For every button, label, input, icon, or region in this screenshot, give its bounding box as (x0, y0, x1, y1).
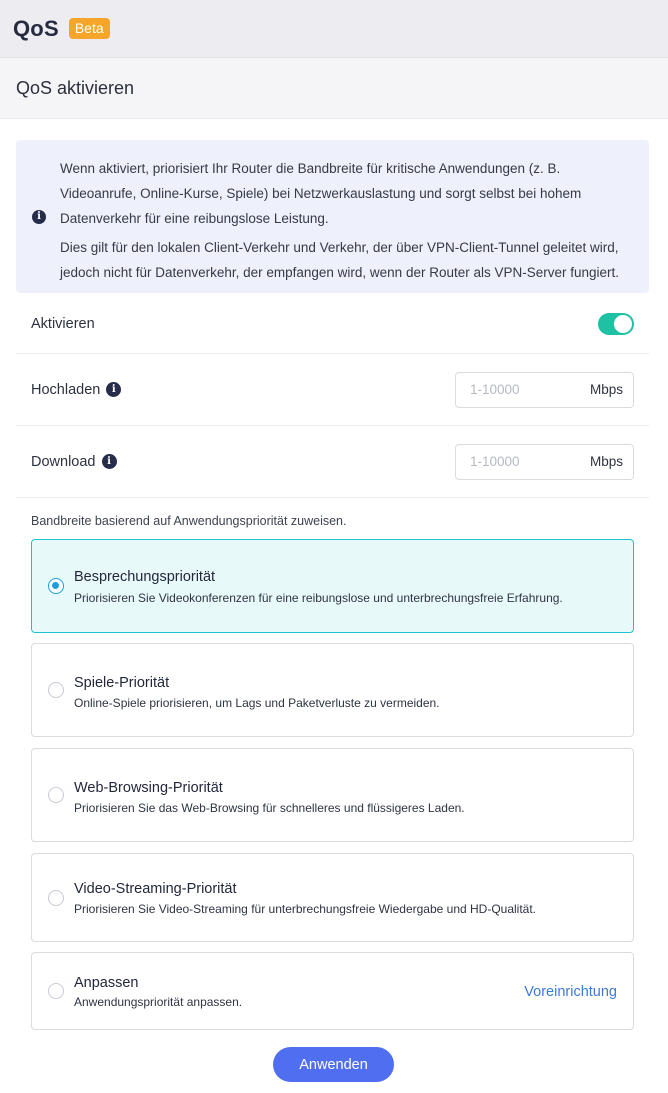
radio-meeting[interactable] (48, 578, 64, 594)
enable-toggle[interactable] (598, 313, 634, 335)
radio-web-browsing[interactable] (48, 787, 64, 803)
section-header (0, 58, 668, 119)
enable-label: Aktivieren (31, 315, 95, 332)
option-desc: Priorisieren Sie Video-Streaming für unterbrechungsfreie Wiedergabe und HD-Qualität. (74, 902, 537, 916)
app-header (0, 0, 668, 58)
upload-unit: Mbps (589, 382, 623, 397)
upload-input-box[interactable] (455, 372, 634, 408)
upload-label-group (31, 382, 121, 398)
option-video-streaming[interactable] (31, 853, 634, 942)
option-desc: Priorisieren Sie das Web-Browsing für schnelleres und flüssigeres Laden. (74, 801, 465, 815)
app-title: QoS (13, 15, 59, 41)
download-input[interactable] (470, 454, 580, 469)
option-title: Video-Streaming-Priorität (74, 881, 237, 897)
download-unit: Mbps (589, 454, 623, 469)
upload-info-icon[interactable]: i (106, 382, 121, 397)
preset-link[interactable]: Voreinrichtung (524, 984, 617, 1000)
option-gaming[interactable] (31, 643, 634, 737)
info-text (60, 156, 640, 285)
apply-button[interactable]: Anwenden (273, 1047, 394, 1082)
info-icon: i (32, 210, 46, 224)
radio-gaming[interactable] (48, 682, 64, 698)
upload-input[interactable] (470, 382, 580, 397)
radio-video-streaming[interactable] (48, 890, 64, 906)
option-desc: Online-Spiele priorisieren, um Lags und Paketverluste zu vermeiden. (74, 696, 440, 710)
enable-row (16, 294, 649, 354)
info-paragraph-2: Dies gilt für den lokalen Client-Verkehr und Verkehr, der über VPN-Client-Tunnel geleitet wird, jedoch nicht für Datenverkehr, der empfangen wird, wenn der Router als VPN-Server fungiert. (60, 240, 620, 280)
option-title: Besprechungspriorität (74, 569, 216, 585)
option-title: Web-Browsing-Priorität (74, 780, 223, 796)
download-info-icon[interactable]: i (102, 454, 117, 469)
option-title: Spiele-Priorität (74, 675, 170, 691)
upload-label: Hochladen (31, 381, 101, 398)
download-row (16, 426, 649, 498)
beta-badge: Beta (69, 18, 110, 39)
section-title: QoS aktivieren (16, 77, 135, 98)
option-custom[interactable] (31, 952, 634, 1030)
option-web-browsing[interactable] (31, 748, 634, 842)
toggle-knob (614, 315, 632, 333)
assign-label: Bandbreite basierend auf Anwendungspriorität zuweisen. (31, 514, 347, 528)
info-box (16, 140, 649, 293)
download-input-box[interactable] (455, 444, 634, 480)
info-paragraph-1: Wenn aktiviert, priorisiert Ihr Router die Bandbreite für kritische Anwendungen (z. B. Videoanrufe, Online-Kurse, Spiele) bei Netzwerkauslastung und sorgt selbst bei hohem Datenverkehr für eine reibungslose Leistung. (60, 161, 582, 226)
download-label-group (31, 454, 117, 470)
option-title: Anpassen (74, 975, 139, 991)
radio-custom[interactable] (48, 983, 64, 999)
option-desc: Anwendungspriorität anpassen. (74, 995, 243, 1009)
option-meeting[interactable] (31, 539, 634, 633)
option-desc: Priorisieren Sie Videokonferenzen für eine reibungslose und unterbrechungsfreie Erfahrung. (74, 591, 563, 605)
download-label: Download (31, 453, 96, 470)
upload-row (16, 354, 649, 426)
